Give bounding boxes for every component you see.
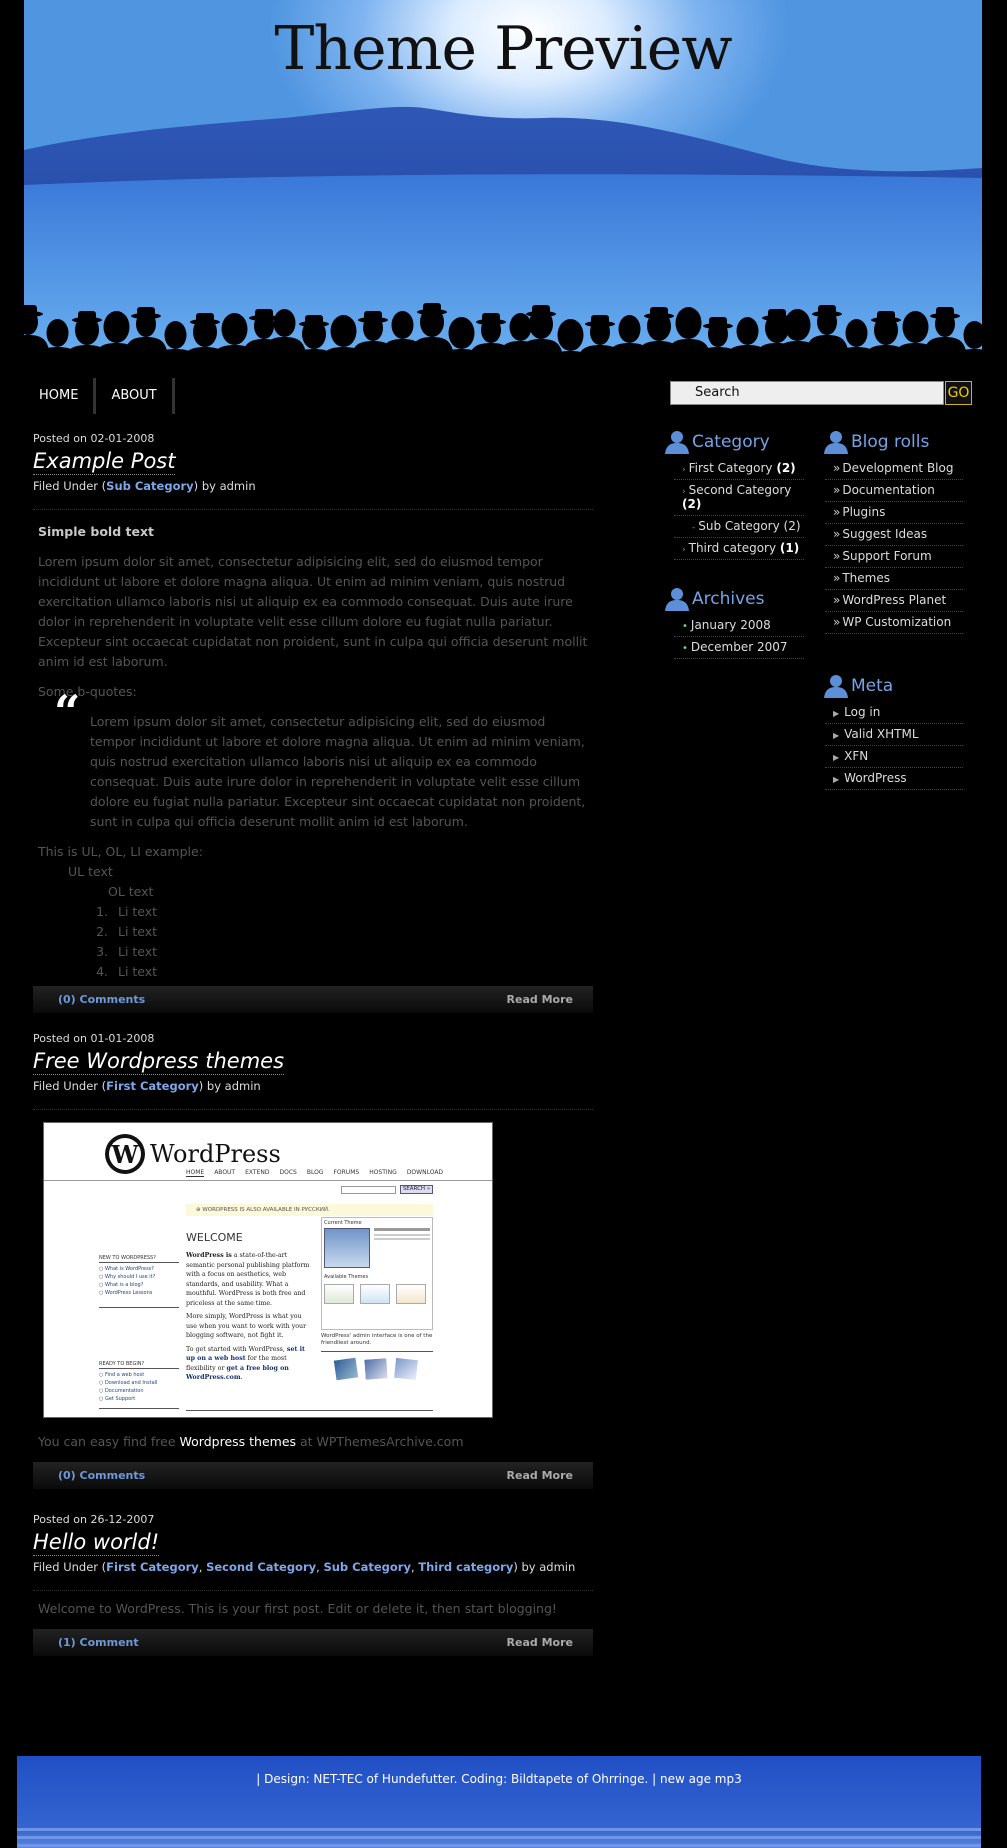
post-title[interactable]: Free Wordpress themes [33, 1049, 285, 1073]
arrow-icon: ▶ [833, 731, 840, 740]
ol-text: OL text [108, 884, 154, 899]
list-item: 3. Li text [96, 944, 158, 959]
category-item[interactable]: - Sub Category (2) [674, 516, 804, 538]
blogroll-item[interactable]: » Development Blog [825, 458, 963, 480]
post-hello-world [33, 1513, 593, 1656]
arrow-icon: ▶ [833, 753, 840, 762]
post-date: Posted on 02-01-2008 [33, 432, 155, 445]
meta-item[interactable]: ▶ XFN [825, 746, 963, 768]
wp-new-box: NEW TO WORDPRESS? ○ What is WordPress? ○ Why should I use it? ○ What is a blog? ○ WordPress Lessons [99, 1255, 179, 1308]
category-item[interactable]: › Second Category (2) [674, 480, 804, 516]
post-title[interactable]: Example Post [33, 449, 176, 473]
post-text: at WPThemesArchive.com [296, 1434, 464, 1449]
arrow-icon: ▶ [833, 709, 840, 718]
filed-prefix: Filed Under ( [33, 479, 107, 493]
read-more-link[interactable]: Read More [506, 1636, 573, 1649]
list-label: This is UL, OL, LI example: [38, 844, 203, 859]
category-link[interactable]: First Category [106, 1079, 199, 1093]
arrow-icon: ▶ [833, 775, 840, 784]
search-go-button[interactable]: GO [945, 381, 972, 405]
post-example [33, 432, 593, 1013]
post-footer [33, 1462, 593, 1489]
category-link[interactable]: Sub Category [106, 479, 194, 493]
archives-list [674, 615, 804, 659]
post-date: Posted on 01-01-2008 [33, 1032, 155, 1045]
meta-item[interactable]: ▶ Valid XHTML [825, 724, 963, 746]
blogroll-item[interactable]: » WordPress Planet [825, 590, 963, 612]
post-date: Posted on 26-12-2007 [33, 1513, 155, 1526]
post-text: Welcome to WordPress. This is your first post. Edit or delete it, then start blogging! [38, 1601, 557, 1616]
post-meta: Filed Under (First Category, Second Category, Sub Category, Third category) by admin [33, 1560, 593, 1591]
category-link[interactable]: Third category [418, 1560, 514, 1574]
category-link[interactable]: First Category [106, 1560, 199, 1574]
arrow-icon: › [682, 465, 686, 475]
wp-ready-box: READY TO BEGIN? ○ Find a web host ○ Download and Install ○ Documentation ○ Get Support [99, 1361, 179, 1409]
meta-list [825, 702, 963, 790]
post-footer [33, 1629, 593, 1656]
search-input[interactable]: Search [670, 381, 944, 405]
list-item: 1. Li text [96, 904, 158, 919]
wp-caption: WordPress' admin interface is one of the friendliest around. [321, 1333, 433, 1346]
nav-home[interactable]: HOME [24, 378, 96, 414]
read-more-link[interactable]: Read More [506, 1469, 573, 1482]
blogrolls-widget-title: Blog rolls [823, 430, 929, 454]
post-footer [33, 986, 593, 1013]
post-text: You can easy find free [38, 1434, 180, 1449]
blogroll-item[interactable]: » Suggest Ideas [825, 524, 963, 546]
meta-item[interactable]: ▶ WordPress [825, 768, 963, 790]
wordpress-logo-icon [104, 1133, 146, 1175]
blockquote-text: Lorem ipsum dolor sit amet, consectetur adipisicing elit, sed do eiusmod tempor incididunt ut labore et dolore magna aliqua. Ut enim ad minim veniam, quis nostrud exercitation ullamco laboris nisi ut aliquip ex ea commodo consequat. Duis aute irure dolor in reprehenderit in voluptate velit esse cillum dolore eu fugiat nulla pariatur. Excepteur sint occaecat cupidatat non proident, sunt in culpa qui officia deserunt mollit anim id est laborum. [90, 714, 586, 829]
post-paragraph: Lorem ipsum dolor sit amet, consectetur adipisicing elit, sed do eiusmod tempor incididunt ut labore et dolore magna aliqua. Ut enim ad minim veniam, quis nostrud exercitation ullamco laboris nisi ut aliquip ex ea commodo consequat. Duis aute irure dolor in reprehenderit in voluptate velit esse cillum dolore eu fugiat nulla pariatur. Excepteur sint occaecat cupidatat non proident, sunt in culpa qui officia deserunt mollit anim id est laborum. [38, 554, 588, 669]
blogroll-item[interactable]: » WP Customization [825, 612, 963, 634]
archive-item[interactable]: • December 2007 [674, 637, 804, 659]
quote-icon: “ [54, 685, 81, 739]
wp-nav: HOME ABOUT EXTEND DOCS BLOG FORUMS HOSTING DOWNLOAD [186, 1169, 444, 1176]
post-free-themes [33, 1032, 593, 1489]
filed-suffix: ) by admin [513, 1560, 576, 1574]
read-more-link[interactable]: Read More [506, 993, 573, 1006]
bold-heading: Simple bold text [38, 524, 154, 539]
post-body [33, 1599, 593, 1619]
wordpress-screenshot [43, 1122, 493, 1418]
wp-notice: ⊕ WORDPRESS IS ALSO AVAILABLE IN РУССКИЙ. [186, 1204, 433, 1216]
wp-intro: WordPress is a state-of-the-art semantic personal publishing platform with a focus on aesthetics, web standards, and usability. What a mouthful. WordPress is both free and priceless at the same time. More simply, WordPress is what you use when you want to work with your blogging software, not fight it. To get started with WordPress, set it up on a web host for the most flexibility or get a free blog on WordPress.com. [186, 1252, 310, 1381]
post-body [33, 522, 593, 982]
meta-item[interactable]: ▶ Log in [825, 702, 963, 724]
filed-prefix: Filed Under ( [33, 1079, 107, 1093]
wp-thumbnails [334, 1358, 418, 1380]
blogrolls-list [825, 458, 963, 634]
archive-item[interactable]: • January 2008 [674, 615, 804, 637]
person-icon [823, 674, 849, 698]
person-icon [664, 587, 690, 611]
post-meta [33, 479, 593, 510]
category-link[interactable]: Second Category [206, 1560, 317, 1574]
footer-credits: | Design: NET-TEC of Hundefutter. Coding: Bildtapete of Ohrringe. | new age mp3 [256, 1772, 742, 1786]
filed-suffix: ) by admin [193, 479, 256, 493]
list-item: 4. Li text [96, 964, 158, 979]
person-icon [664, 430, 690, 454]
meta-widget-title: Meta [823, 674, 893, 698]
category-list [674, 458, 804, 560]
filed-suffix: ) by admin [198, 1079, 261, 1093]
wp-welcome: WELCOME [186, 1231, 243, 1244]
header-banner [24, 0, 982, 362]
ul-text: UL text [68, 864, 113, 879]
wp-admin-preview: Current Theme Available Themes [321, 1217, 433, 1330]
comments-link[interactable]: (1) Comment [58, 1636, 139, 1649]
blogroll-item[interactable]: » Documentation [825, 480, 963, 502]
archives-widget-title: Archives [664, 587, 764, 611]
person-icon [823, 430, 849, 454]
bquote-label: Some b-quotes: [38, 684, 137, 699]
category-link[interactable]: Sub Category [323, 1560, 411, 1574]
wp-logo-text: WordPress [150, 1140, 281, 1168]
list-item: 2. Li text [96, 924, 158, 939]
blogroll-item[interactable]: » Support Forum [825, 546, 963, 568]
post-body [33, 1432, 593, 1452]
comments-link[interactable]: (0) Comments [58, 1469, 146, 1482]
post-title[interactable]: Hello world! [33, 1530, 160, 1554]
arrow-icon: › [682, 487, 686, 497]
category-item[interactable]: › Third category (1) [674, 538, 804, 560]
category-widget-title: Category [664, 430, 770, 454]
main-nav [24, 378, 175, 414]
post-meta [33, 1079, 593, 1110]
blogroll-item[interactable]: » Plugins [825, 502, 963, 524]
nav-about[interactable]: ABOUT [96, 378, 174, 414]
category-item[interactable]: › First Category (2) [674, 458, 804, 480]
footer [17, 1756, 981, 1848]
blogroll-item[interactable]: » Themes [825, 568, 963, 590]
filed-prefix: Filed Under ( [33, 1560, 107, 1574]
wp-search-button: SEARCH » [400, 1185, 433, 1194]
page-title: Theme Preview [274, 14, 732, 84]
comments-link[interactable]: (0) Comments [58, 993, 146, 1006]
svg-text:W: W [111, 1140, 139, 1169]
arrow-icon: › [682, 545, 686, 555]
wordpress-themes-link[interactable]: Wordpress themes [179, 1434, 297, 1449]
